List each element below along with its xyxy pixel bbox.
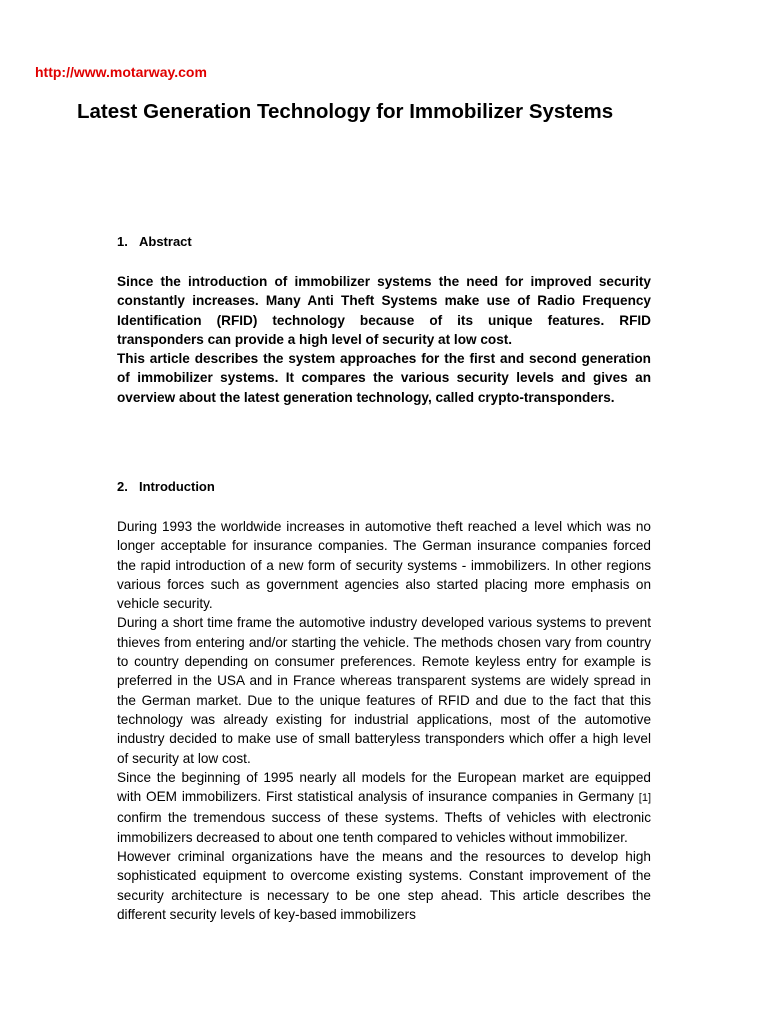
section-number: 1.: [117, 234, 128, 249]
introduction-paragraph-1: During 1993 the worldwide increases in automotive theft reached a level which was no longer acceptable for insurance companies. The German insurance companies forced the rapid introduction of a new form of security systems - immobilizers. In other regions various forces such as government agencies also started placing more emphasis on vehicle security.: [117, 519, 651, 612]
abstract-paragraph-2: This article describes the system approaches for the first and second generation of immobilizer systems. It compares the various security levels and gives an overview about the latest generation technology, called crypto-transponders.: [117, 351, 651, 405]
section-number: 2.: [117, 479, 128, 494]
paragraph-text: confirm the tremendous success of these systems. Thefts of vehicles with electronic immobilizers decreased to about one tenth compared to vehicles without immobilizer.: [117, 810, 651, 845]
introduction-paragraph-4: However criminal organizations have the means and the resources to develop high sophisticated equipment to overcome existing systems. Constant improvement of the security architecture is necessary to be one step ahead. This article describes the different security levels of key-based immobilizers: [117, 849, 651, 922]
introduction-paragraph-3: [117, 768, 651, 847]
citation-reference: [1]: [638, 792, 651, 805]
introduction-text: [117, 517, 651, 924]
section-heading-abstract: [117, 233, 192, 251]
abstract-paragraph-1: Since the introduction of immobilizer systems the need for improved security constantly increases. Many Anti Theft Systems make use of Radio Frequency Identification (RFID) technology because of its unique features. RFID transponders can provide a high level of security at low cost.: [117, 274, 651, 347]
abstract-text: [117, 272, 651, 407]
section-heading-introduction: [117, 478, 215, 496]
source-url[interactable]: http://www.motarway.com: [35, 64, 207, 80]
section-title: Abstract: [139, 234, 192, 249]
section-title: Introduction: [139, 479, 215, 494]
introduction-paragraph-2: During a short time frame the automotive industry developed various systems to prevent thieves from entering and/or starting the vehicle. The methods chosen vary from country to country depending on consumer preferences. Remote keyless entry for example is preferred in the USA and in France whereas transparent systems are widely spread in the German market. Due to the unique features of RFID and due to the fact that this technology was already existing for industrial applications, most of the automotive industry decided to make use of small batteryless transponders which offer a high level of security at low cost.: [117, 615, 651, 766]
paragraph-text: Since the beginning of 1995 nearly all models for the European market are equipped with OEM immobilizers. First statistical analysis of insurance companies in Germany: [117, 769, 651, 805]
document-title: Latest Generation Technology for Immobilizer Systems: [77, 100, 614, 123]
